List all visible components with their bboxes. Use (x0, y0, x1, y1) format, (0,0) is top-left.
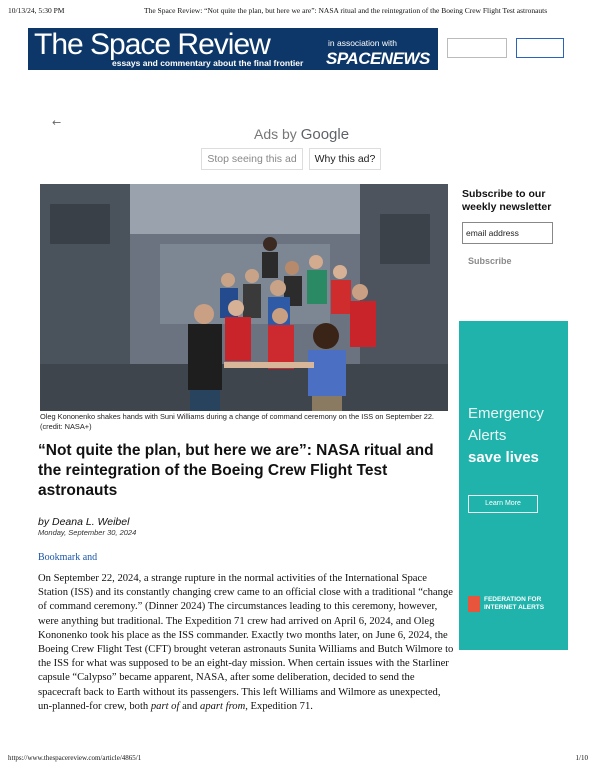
article-headline: “Not quite the plan, but here we are”: NASA ritual and the reintegration of the Boeing Crew Flight Test astronauts (38, 442, 434, 499)
body-end: , Expedition 71. (245, 700, 313, 712)
ad-line-3: save lives (468, 449, 539, 466)
ad-headline (468, 403, 544, 447)
header-search-box[interactable] (447, 38, 507, 58)
federation-logo-icon (468, 596, 480, 612)
learn-more-button[interactable]: Learn More (468, 495, 538, 513)
association-label: in association with (328, 38, 397, 48)
print-document-title: The Space Review: “Not quite the plan, but here we are”: NASA ritual and the reintegration of the Boeing Crew Flight Test astronauts (144, 6, 548, 15)
why-this-ad-button[interactable]: Why this ad? (309, 148, 381, 170)
email-field[interactable]: email address (462, 222, 553, 244)
site-title: The Space Review (34, 28, 270, 61)
body-text: On September 22, 2024, a strange rupture in the normal activities of the International Space Station (ISS) and its constantly changing crew came to an official close with a traditional “change of command ceremony.” (Dinner 2024) The circumstances leading to this ceremony, however, were anything but traditional. The Expedition 71 crew had arrived on April 6, 2024, and Oleg Kononenko took his place as the ISS commander. Exactly two months later, on June 6, 2024, the Boeing Crew Flight Test (CFT) brought veteran astronauts Sunita Williams and Butch Wilmore to the ISS for what was supposed to be an eight-day mission. When certain issues with the Starliner capsule “Calypso” became apparent, NASA, after some deliberation, decided to send the spacecraft back to Earth without its passengers. This left Williams and Wilmore as unexpected, un-planned-for crew, both (38, 573, 454, 712)
bookmark-link[interactable]: Bookmark and (38, 552, 98, 563)
header-search-button[interactable] (516, 38, 564, 58)
print-footer-url: https://www.thespacereview.com/article/4865/1 (8, 754, 142, 762)
stop-seeing-ad-button[interactable]: Stop seeing this ad (201, 148, 303, 170)
spacenews-logo: SPACENEWS (326, 49, 430, 68)
ad-line-2: Alerts (468, 427, 507, 444)
iss-crew-photo-illustration (40, 184, 448, 411)
site-tagline: essays and commentary about the final frontier (112, 58, 304, 68)
photo-caption: Oleg Kononenko shakes hands with Suni Williams during a change of command ceremony on the ISS on September 22. (credit: NASA+) (40, 412, 434, 431)
back-arrow-icon[interactable]: ← (52, 116, 62, 129)
google-logo: Google (300, 126, 350, 143)
article-byline: by Deana L. Weibel (38, 516, 130, 528)
print-page-number: 1/10 (575, 754, 588, 762)
print-header (8, 6, 592, 20)
newsletter-heading: Subscribe to our weekly newsletter (462, 188, 552, 213)
article-date: Monday, September 30, 2024 (38, 528, 137, 537)
subscribe-button[interactable]: Subscribe (468, 256, 512, 266)
body-and: and (179, 700, 201, 712)
ads-by-google (254, 126, 349, 143)
article-photo (40, 184, 448, 411)
print-timestamp: 10/13/24, 5:30 PM (8, 6, 65, 15)
emphasis-part-of: part of (150, 700, 180, 712)
emphasis-apart-from: apart from (200, 700, 246, 712)
ad-line-1: Emergency (468, 405, 544, 422)
ads-by-label: Ads by (254, 126, 297, 142)
site-masthead[interactable] (28, 28, 438, 70)
article-body-paragraph (38, 572, 456, 714)
emergency-alerts-ad[interactable] (459, 321, 568, 650)
ad-organization: FEDERATION FOR INTERNET ALERTS (484, 596, 545, 611)
